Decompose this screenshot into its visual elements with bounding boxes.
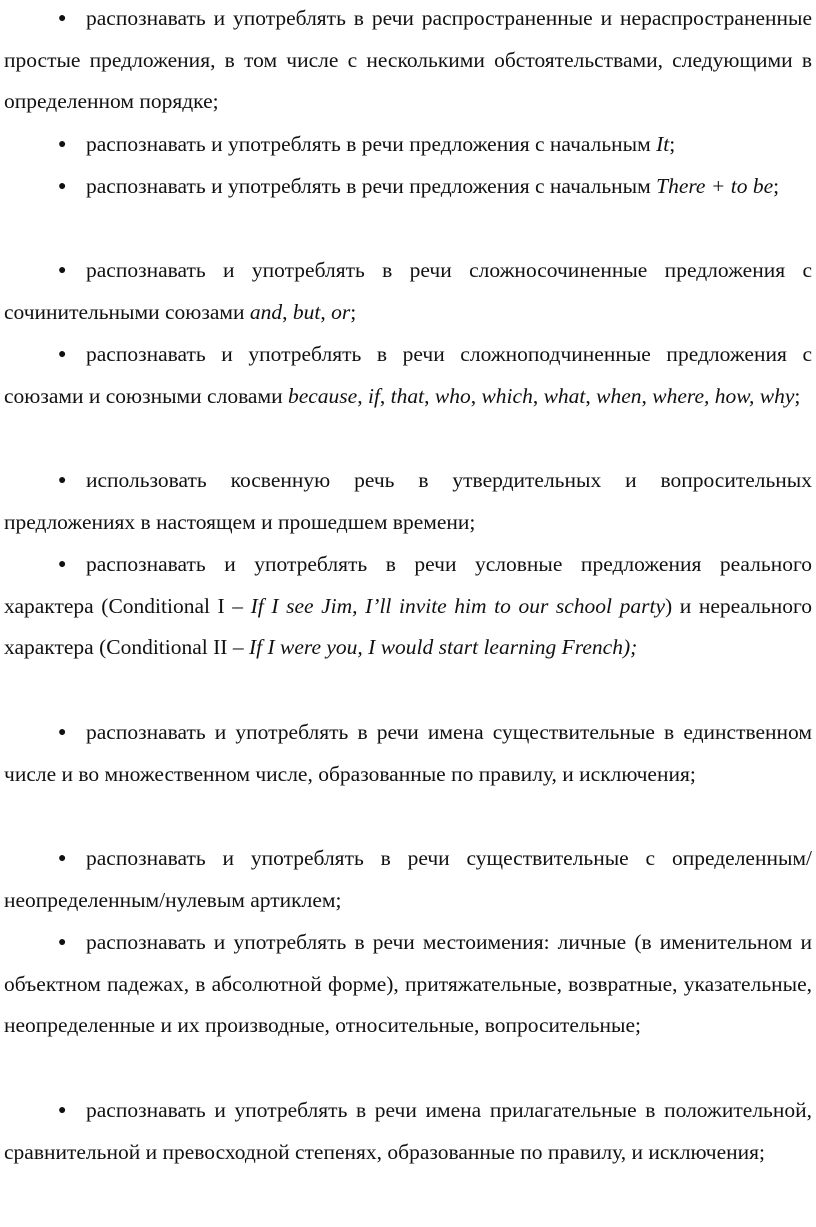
list-item xyxy=(4,544,812,669)
text-segment: распознавать и употреблять в речи условные предложения реального характера (Conditional I – xyxy=(4,552,812,618)
text-segment: распознавать и употреблять в речи сложносочиненные предложения с сочинительными союзами xyxy=(4,258,812,324)
text-segment: распознавать и употреблять в речи имена прилагательные в положительной, сравнительной и превосходной степенях, образованные по правилу, и исключения; xyxy=(4,1098,812,1164)
text-segment: , xyxy=(532,383,544,408)
text-segment: распознавать и употреблять в речи имена существительные в единственном числе и во множественном числе, образованные по правилу, и исключения; xyxy=(4,720,812,786)
italic-text: which xyxy=(481,383,533,408)
list-item xyxy=(4,838,812,921)
italic-text: If I were you, I would start learning French); xyxy=(248,635,638,659)
text-segment: распознавать и употреблять в речи существительные с определенным/ неопределенным/нулевым артиклем; xyxy=(4,846,812,912)
text-segment: ; xyxy=(773,174,780,198)
italic-text: It xyxy=(656,132,670,156)
italic-text: because xyxy=(287,383,358,408)
text-segment: ; xyxy=(350,299,357,324)
text-segment: , xyxy=(585,383,597,408)
list-item xyxy=(4,922,812,1047)
italic-text: that xyxy=(390,383,425,408)
italic-text: if xyxy=(367,383,380,408)
text-segment: ) и нереального характера (Conditional II – xyxy=(4,593,812,659)
italic-text: or xyxy=(331,299,351,324)
text-segment: ; xyxy=(669,132,676,156)
italic-text: where, how, why xyxy=(652,383,795,408)
bullet-icon: ● xyxy=(58,473,67,488)
italic-text: what xyxy=(543,383,586,408)
list-item xyxy=(4,712,812,795)
bullet-icon: ● xyxy=(58,137,67,152)
bullet-icon: ● xyxy=(58,347,67,362)
list-item xyxy=(4,1090,812,1173)
text-segment: использовать косвенную речь в утвердительных и вопросительных предложениях в настоящем и прошедшем времени; xyxy=(4,468,812,534)
list-item xyxy=(4,166,812,208)
list-item xyxy=(4,0,812,123)
text-segment: распознавать и употреблять в речи предложения с начальным xyxy=(86,174,657,198)
italic-text: If I see Jim, I’ll invite him to our school party xyxy=(250,593,665,618)
bullet-icon: ● xyxy=(58,263,67,278)
italic-text: when xyxy=(596,383,642,408)
text-segment: распознавать и употреблять в речи сложноподчиненные предложения с союзами и союзными словами xyxy=(4,342,812,408)
text-segment: , xyxy=(320,299,332,324)
bullet-icon: ● xyxy=(58,179,67,194)
text-segment: распознавать и употреблять в речи распространенные и нераспространенные простые предложения, в том числе с несколькими обстоятельствами, следующими в определенном порядке; xyxy=(4,6,812,113)
bullet-icon: ● xyxy=(58,11,67,26)
text-segment: , xyxy=(424,383,435,408)
text-segment: распознавать и употреблять в речи предложения с начальным xyxy=(86,132,657,156)
list-item xyxy=(4,250,812,333)
bullet-icon: ● xyxy=(58,725,67,740)
text-segment: , xyxy=(379,383,391,408)
list-item xyxy=(4,124,812,166)
list-item xyxy=(4,460,812,543)
italic-text: There + to be xyxy=(656,174,774,198)
text-segment: , xyxy=(282,299,293,324)
text-segment: , xyxy=(357,383,368,408)
bullet-icon: ● xyxy=(58,557,67,572)
list-item xyxy=(4,334,812,417)
text-segment: , xyxy=(470,383,482,408)
italic-text: and xyxy=(249,299,283,324)
text-segment: ; xyxy=(794,383,801,408)
bullet-icon: ● xyxy=(58,935,67,950)
bullet-icon: ● xyxy=(58,1103,67,1118)
bullet-icon: ● xyxy=(58,851,67,866)
text-segment: , xyxy=(641,383,653,408)
italic-text: who xyxy=(434,383,471,408)
italic-text: but xyxy=(292,299,321,324)
text-segment: распознавать и употреблять в речи местоимения: личные (в именительном и объектном падежах, в абсолютной форме), притяжательные, возвратные, указательные, неопределенные и их производные, относительные, вопросительные; xyxy=(4,930,812,1037)
